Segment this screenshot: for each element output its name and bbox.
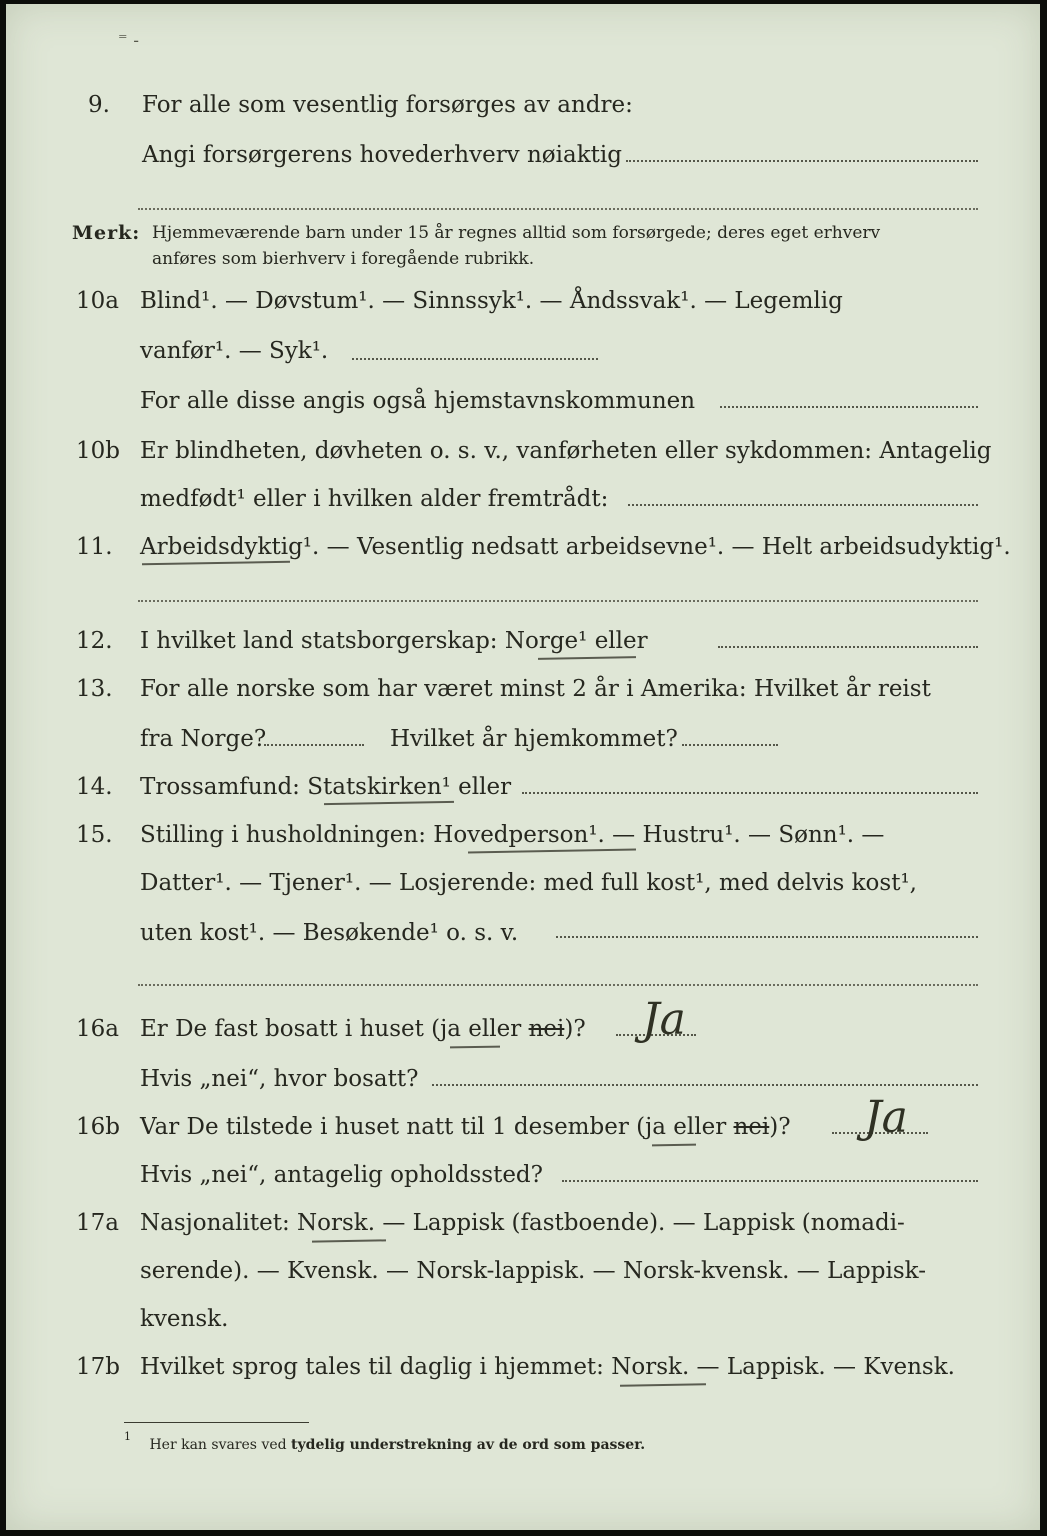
question-text: Er De fast bosatt i huset (ja eller nei)? (140, 1016, 586, 1042)
answer-field-15[interactable] (556, 936, 978, 938)
question-16b-line-2: Hvis „nei“, antagelig opholdssted? (140, 1162, 543, 1188)
question-number: 10b (76, 438, 120, 464)
corner-pencil-mark: ⁼ ˗ (118, 30, 140, 51)
note-line-1: Hjemmeværende barn under 15 år regnes alltid som forsørgede; deres eget erhverv (152, 223, 881, 243)
question-10a-line-3: For alle disse angis også hjemstavnskommunen (140, 388, 696, 414)
answer-field-13-hjemkommet[interactable] (682, 744, 778, 746)
answer-field-10a-kommune[interactable] (720, 406, 978, 408)
footnote-bold-text: tydelig understrekning av de ord som passer. (291, 1437, 646, 1453)
question-number: 11. (76, 534, 113, 560)
answer-field-14[interactable] (522, 792, 978, 794)
question-number: 14. (76, 774, 113, 800)
question-16a-line-2: Hvis „nei“, hvor bosatt? (140, 1066, 419, 1092)
answer-underline-ja (450, 1046, 500, 1049)
question-number: 17a (76, 1210, 119, 1236)
question-10a-line-2: vanfør¹. — Syk¹. (140, 338, 329, 364)
footnote (124, 1430, 645, 1453)
question-text: Er blindheten, døvheten o. s. v., vanførheten eller sykdommen: Antagelig (140, 438, 992, 464)
answer-underline-norsk-17b (620, 1383, 706, 1387)
question-number: 15. (76, 822, 113, 848)
note-line-2: anføres som bierhverv i foregående rubrikk. (152, 249, 535, 269)
answer-underline-hovedperson (468, 849, 636, 854)
footnote-divider (124, 1422, 309, 1423)
question-text: I hvilket land statsborgerskap: Norge¹ eller (140, 628, 648, 654)
answer-underline-norsk (312, 1239, 386, 1242)
question-17a-line-2: serende). — Kvensk. — Norsk-lappisk. — Norsk-kvensk. — Lappisk- (140, 1258, 926, 1284)
question-number: 9. (88, 92, 110, 118)
handwritten-answer-16a: Ja (642, 994, 686, 1045)
question-15-line-2: Datter¹. — Tjener¹. — Losjerende: med full kost¹, med delvis kost¹, (140, 870, 917, 896)
note-label: Merk: (72, 222, 141, 244)
census-form-page (6, 4, 1040, 1530)
question-number: 16a (76, 1016, 119, 1042)
question-text: For alle norske som har været minst 2 år i Amerika: Hvilket år reist (140, 676, 931, 702)
footnote-text: Her kan svares ved (149, 1437, 292, 1453)
question-text: Trossamfund: Statskirken¹ eller (140, 774, 512, 800)
answer-field-13-reist[interactable] (264, 744, 364, 746)
answer-line-11[interactable] (138, 600, 978, 602)
question-number: 16b (76, 1114, 120, 1140)
question-text: For alle som vesentlig forsørges av andre: (142, 92, 633, 118)
note-merk (72, 220, 881, 247)
answer-field-9[interactable] (626, 160, 978, 162)
question-17a-line-3: kvensk. (140, 1306, 229, 1332)
question-number: 12. (76, 628, 113, 654)
answer-line-15[interactable] (138, 984, 978, 986)
question-text: Arbeidsdyktig¹. — Vesentlig nedsatt arbeidsevne¹. — Helt arbeidsudyktig¹. (140, 534, 1011, 560)
question-number: 17b (76, 1354, 120, 1380)
question-text: Hvilket sprog tales til daglig i hjemmet: Norsk. — Lappisk. — Kvensk. (140, 1354, 955, 1380)
answer-field-16a-bosatt[interactable] (432, 1084, 978, 1086)
answer-underline-statskirken (324, 801, 454, 805)
answer-underline-norge (538, 656, 636, 660)
question-number: 10a (76, 288, 119, 314)
question-number: 13. (76, 676, 113, 702)
question-text: Nasjonalitet: Norsk. — Lappisk (fastboende). — Lappisk (nomadi- (140, 1210, 905, 1236)
answer-field-10a[interactable] (352, 358, 598, 360)
answer-underline-arbeidsdyktig (142, 561, 290, 566)
question-13-line-2b: Hvilket år hjemkommet? (390, 726, 678, 752)
footnote-marker: 1 (124, 1430, 131, 1443)
answer-underline-ja (652, 1144, 696, 1147)
question-13-line-2a: fra Norge? (140, 726, 267, 752)
question-10b-line-2: medfødt¹ eller i hvilken alder fremtrådt: (140, 486, 609, 512)
question-15-line-3: uten kost¹. — Besøkende¹ o. s. v. (140, 920, 519, 946)
question-text: Stilling i husholdningen: Hovedperson¹. — Hustru¹. — Sønn¹. — (140, 822, 885, 848)
answer-field-16b-opholdssted[interactable] (562, 1180, 978, 1182)
answer-line-9b[interactable] (138, 208, 978, 210)
handwritten-answer-16b: Ja (864, 1092, 908, 1143)
answer-field-10b[interactable] (628, 504, 978, 506)
question-text: Var De tilstede i huset natt til 1 desember (ja eller nei)? (140, 1114, 791, 1140)
answer-field-12[interactable] (718, 646, 978, 648)
question-9-line-2: Angi forsørgerens hovederhverv nøiaktig (142, 142, 622, 168)
question-text: Blind¹. — Døvstum¹. — Sinnssyk¹. — Åndssvak¹. — Legemlig (140, 288, 843, 314)
